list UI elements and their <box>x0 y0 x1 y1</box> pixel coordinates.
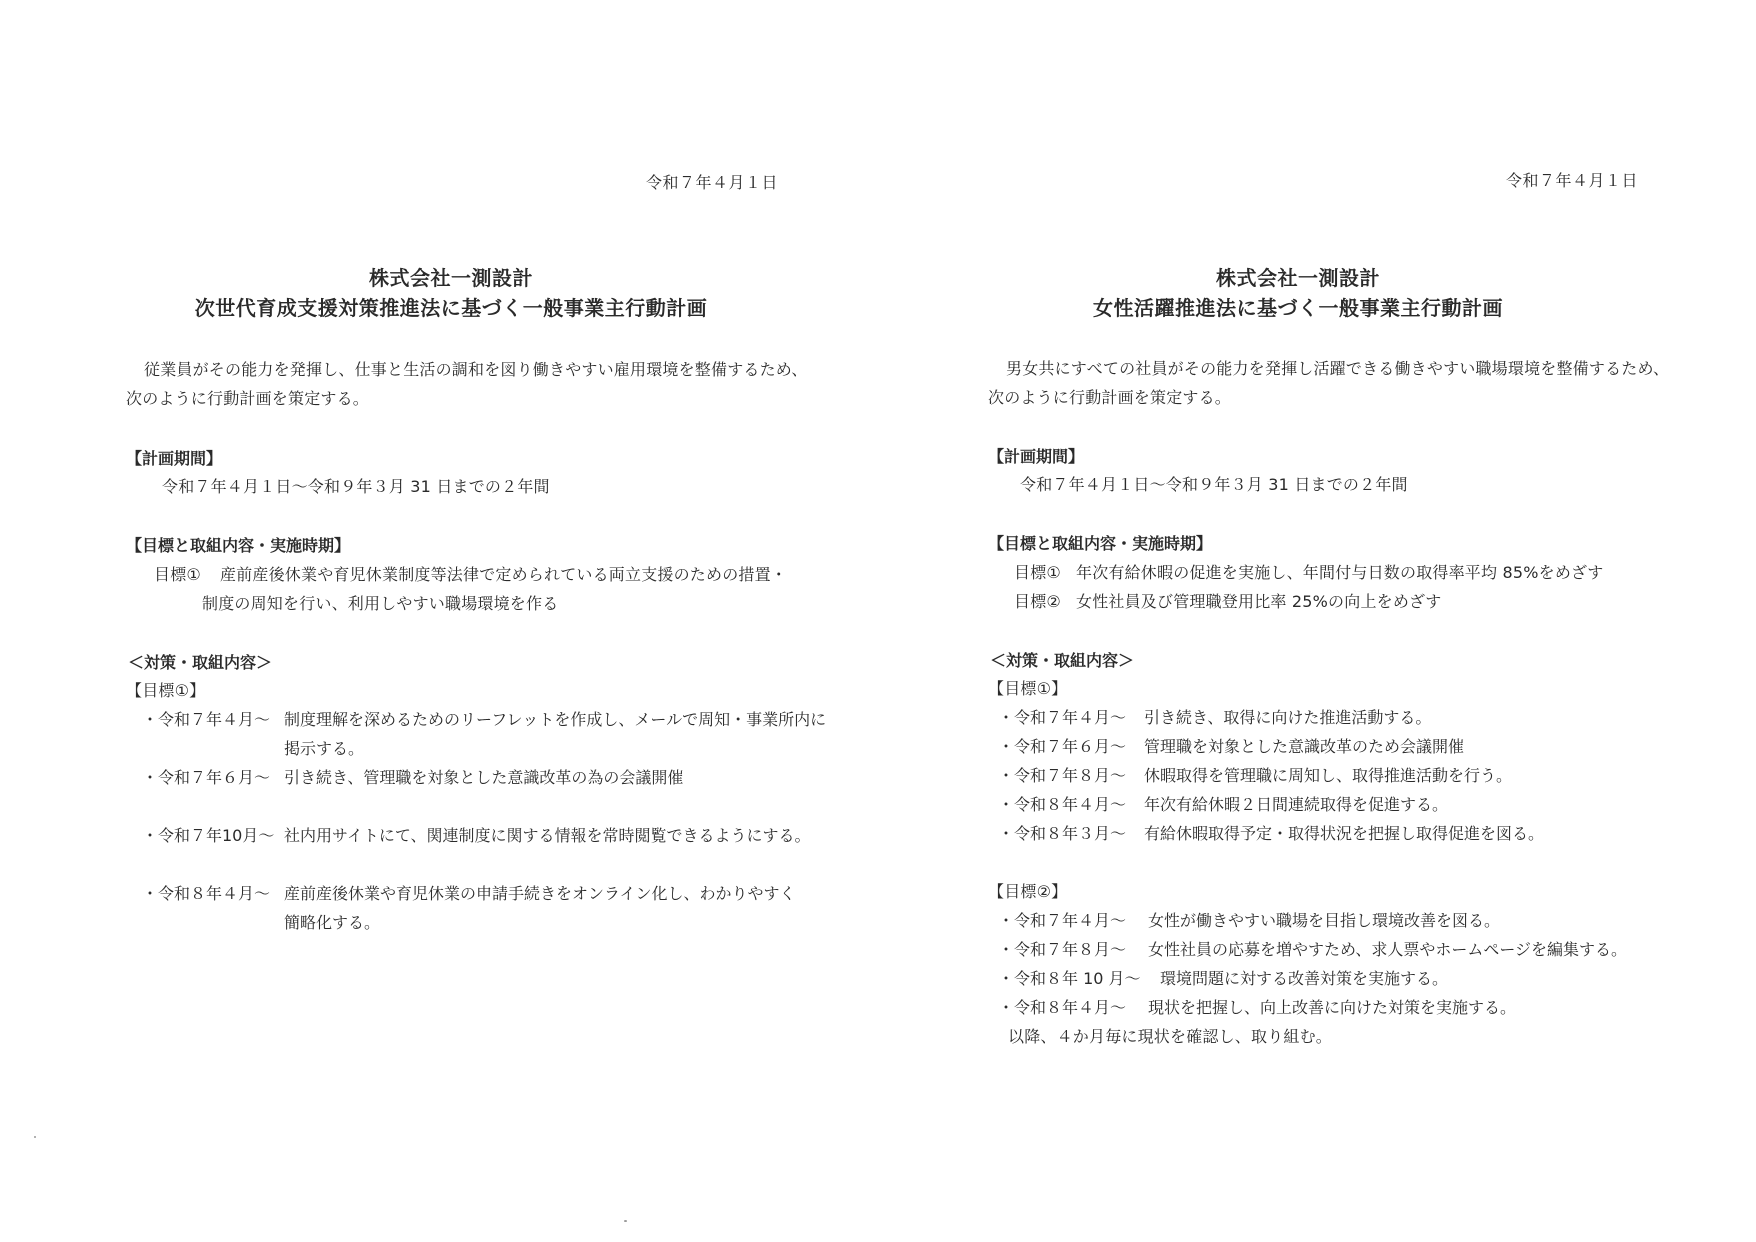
measure-text: 制度理解を深めるためのリーフレットを作成し、メールで周知・事業所内に <box>284 710 827 729</box>
goal-text-line-2: 制度の周知を行い、利用しやすい職場環境を作る <box>202 594 559 613</box>
period-heading: 【計画期間】 <box>988 447 1085 466</box>
document-title: 次世代育成支援対策推進法に基づく一般事業主行動計画 <box>194 296 708 320</box>
measures-heading: ＜対策・取組内容＞ <box>990 651 1135 670</box>
scan-speck <box>624 1220 627 1222</box>
measure-text: 環境問題に対する改善対策を実施する。 <box>1160 969 1449 988</box>
group-label: 【目標②】 <box>988 882 1068 901</box>
measure-text: 年次有給休暇２日間連続取得を促進する。 <box>1144 795 1449 814</box>
goal-label: 目標① <box>154 565 201 584</box>
company-name: 株式会社一測設計 <box>369 266 533 290</box>
measure-text: 休暇取得を管理職に周知し、取得推進活動を行う。 <box>1144 766 1513 785</box>
measure-text: 女性社員の応募を増やすため、求人票やホームページを編集する。 <box>1148 940 1628 959</box>
measure-text: 引き続き、管理職を対象とした意識改革の為の会議開催 <box>284 768 684 787</box>
company-name: 株式会社一測設計 <box>1216 266 1380 290</box>
measures-heading: ＜対策・取組内容＞ <box>128 653 273 672</box>
group-label: 【目標①】 <box>126 681 206 700</box>
measure-text: 引き続き、取得に向けた推進活動する。 <box>1144 708 1432 727</box>
goal-text: 年次有給休暇の促進を実施し、年間付与日数の取得率平均 85%をめざす <box>1076 563 1604 582</box>
goal-label: 目標② <box>1014 592 1061 611</box>
measure-text: 有給休暇取得予定・取得状況を把握し取得促進を図る。 <box>1144 824 1545 843</box>
measure-text: 産前産後休業や育児休業の申請手続きをオンライン化し、わかりやすく <box>284 884 796 903</box>
measure-date: ・令和８年４月～ <box>998 998 1127 1017</box>
measure-text: 掲示する。 <box>284 739 365 758</box>
measure-date: ・令和７年８月～ <box>998 766 1127 785</box>
intro-line-1: 従業員がその能力を発揮し、仕事と生活の調和を図り働きやすい雇用環境を整備するため、 <box>144 360 808 379</box>
measure-date: ・令和７年４月～ <box>998 911 1127 930</box>
measure-date: ・令和７年４月～ <box>142 710 271 729</box>
period-text: 令和７年４月１日～令和９年３月 31 日までの２年間 <box>162 477 550 496</box>
intro-line-2: 次のように行動計画を策定する。 <box>126 389 370 408</box>
measure-date: ・令和８年 10 月～ <box>998 969 1141 988</box>
period-heading: 【計画期間】 <box>126 449 223 468</box>
right-document <box>988 0 1748 1242</box>
intro-line-1: 男女共にすべての社員がその能力を発揮し活躍できる働きやすい職場環境を整備するため、 <box>1006 359 1670 378</box>
measure-date: ・令和８年４月～ <box>998 795 1127 814</box>
closing-note: 以降、４か月毎に現状を確認し、取り組む。 <box>1008 1027 1333 1046</box>
document-date: 令和７年４月１日 <box>646 173 779 192</box>
measure-date: ・令和８年４月～ <box>142 884 271 903</box>
goals-heading: 【目標と取組内容・実施時期】 <box>126 536 351 555</box>
goal-text: 女性社員及び管理職登用比率 25%の向上をめざす <box>1076 592 1442 611</box>
measure-text: 現状を把握し、向上改善に向けた対策を実施する。 <box>1148 998 1517 1017</box>
measure-date: ・令和７年８月～ <box>998 940 1127 959</box>
group-label: 【目標①】 <box>988 679 1068 698</box>
measure-text: 管理職を対象とした意識改革のため会議開催 <box>1144 737 1465 756</box>
measure-date: ・令和７年４月～ <box>998 708 1127 727</box>
document-title: 女性活躍推進法に基づく一般事業主行動計画 <box>1093 296 1503 320</box>
goal-label: 目標① <box>1014 563 1061 582</box>
measure-text: 簡略化する。 <box>284 913 381 932</box>
goals-heading: 【目標と取組内容・実施時期】 <box>988 534 1213 553</box>
measure-date: ・令和７年６月～ <box>998 737 1127 756</box>
scan-speck <box>34 1136 36 1138</box>
measure-text: 社内用サイトにて、関連制度に関する情報を常時閲覧できるようにする。 <box>284 826 811 845</box>
goal-text-line-1: 産前産後休業や育児休業制度等法律で定められている両立支援のための措置・ <box>220 565 788 584</box>
measure-date: ・令和７年６月～ <box>142 768 271 787</box>
period-text: 令和７年４月１日～令和９年３月 31 日までの２年間 <box>1020 475 1408 494</box>
intro-line-2: 次のように行動計画を策定する。 <box>988 388 1232 407</box>
measure-text: 女性が働きやすい職場を目指し環境改善を図る。 <box>1148 911 1501 930</box>
document-date: 令和７年４月１日 <box>1506 171 1639 190</box>
left-document <box>126 0 886 1242</box>
measure-date: ・令和７年10月～ <box>142 826 275 845</box>
measure-date: ・令和８年３月～ <box>998 824 1127 843</box>
